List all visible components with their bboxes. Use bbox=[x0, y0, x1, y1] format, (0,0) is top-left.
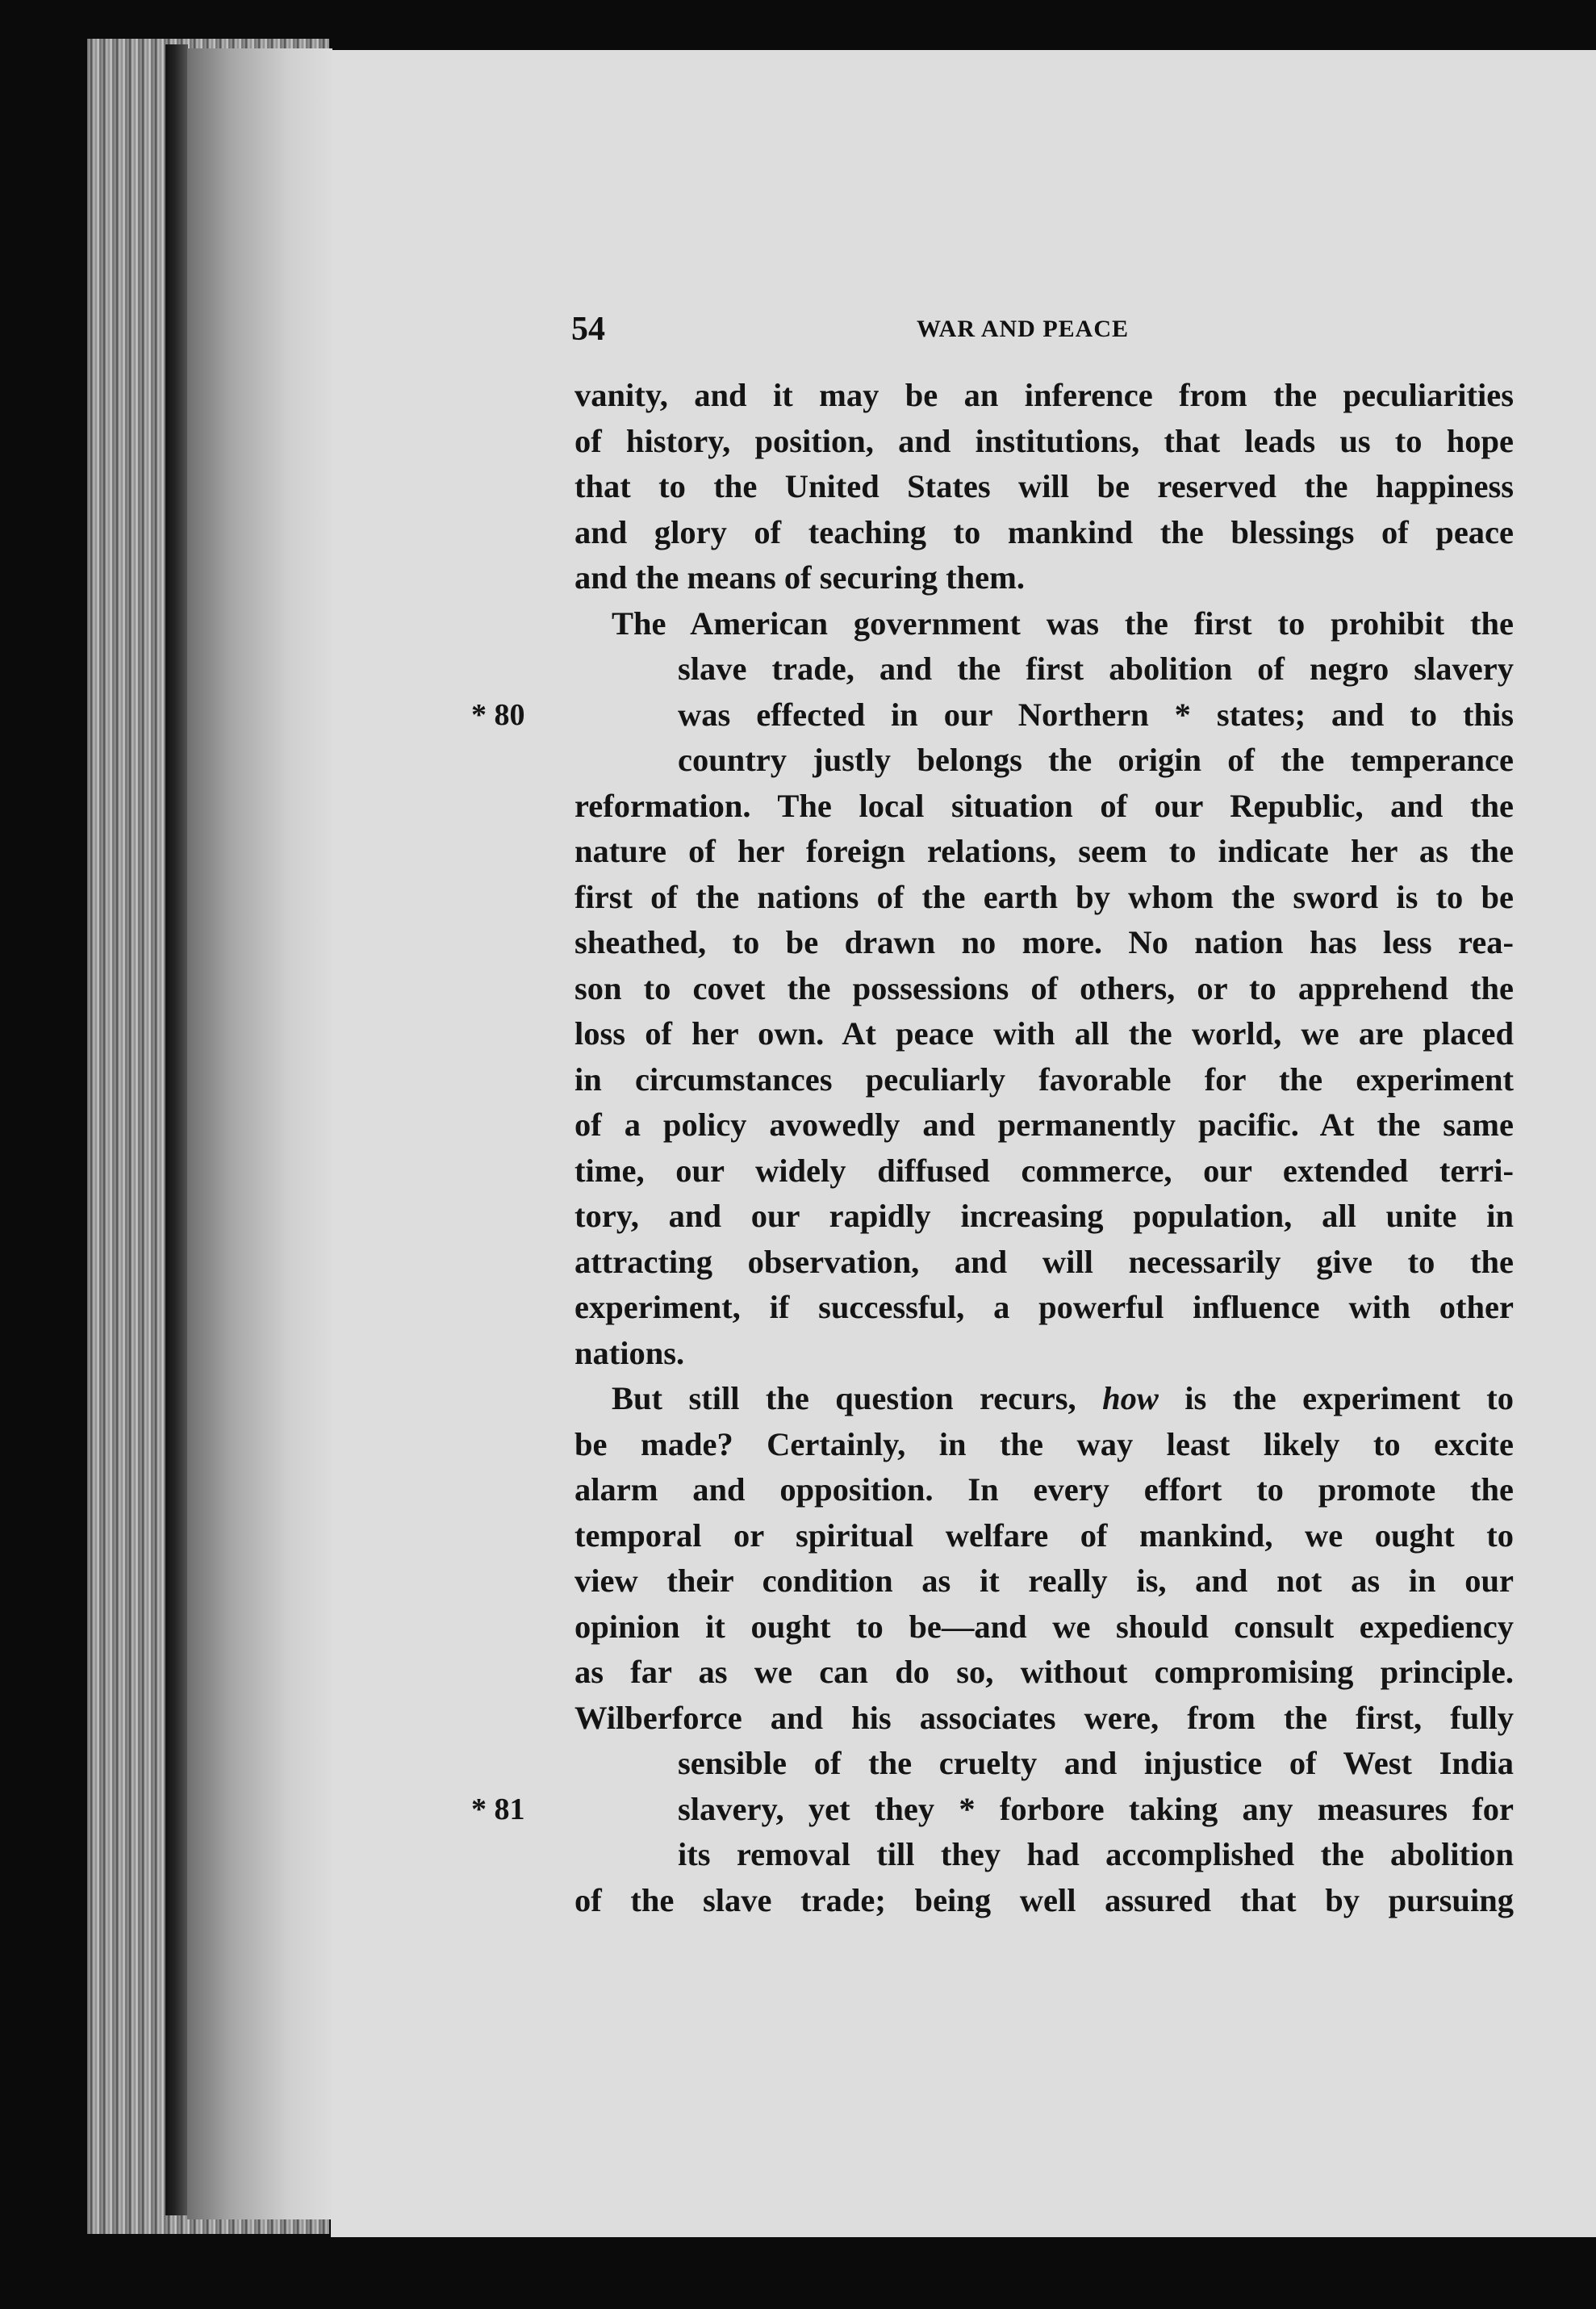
text-line: opinion it ought to be—and we should consult expediency bbox=[574, 1608, 1514, 1645]
text-line: be made? Certainly, in the way least likely to excite bbox=[574, 1425, 1514, 1462]
margin-marker-80: * 80 bbox=[471, 697, 525, 732]
text-line: sheathed, to be drawn no more. No nation has less rea- bbox=[574, 924, 1514, 960]
running-head bbox=[571, 305, 1459, 353]
text-line-with-margin-marker bbox=[471, 1787, 1514, 1833]
gutter-fade bbox=[187, 48, 332, 2219]
text-line: slave trade, and the first abolition of negro slavery bbox=[678, 650, 1514, 687]
text-line: tory, and our rapidly increasing population, all unite in bbox=[574, 1198, 1514, 1234]
text-fragment: is the experiment to bbox=[1184, 1380, 1515, 1416]
text-line: of history, position, and institutions, that leads us to hope bbox=[574, 422, 1514, 459]
text-line: son to covet the possessions of others, or to apprehend the bbox=[574, 969, 1514, 1006]
text-line bbox=[574, 1376, 1514, 1422]
text-line: view their condition as it really is, and not as in our bbox=[574, 1562, 1514, 1599]
text-line: reformation. The local situation of our Republic, and the bbox=[574, 787, 1514, 824]
text-line: Wilberforce and his associates were, from the first, fully bbox=[574, 1699, 1514, 1736]
text-line: time, our widely diffused commerce, our extended terri- bbox=[574, 1152, 1514, 1189]
text-line: its removal till they had accomplished the abolition bbox=[678, 1836, 1514, 1872]
text-line: loss of her own. At peace with all the world, we are placed bbox=[574, 1015, 1514, 1052]
page-number: 54 bbox=[571, 311, 605, 348]
text-line: attracting observation, and will necessarily give to the bbox=[574, 1243, 1514, 1280]
text-line: and the means of securing them. bbox=[574, 559, 1025, 596]
running-title: WAR AND PEACE bbox=[917, 316, 1130, 342]
text-line-content: slavery, yet they * forbore taking any measures for bbox=[678, 1790, 1514, 1827]
text-line-content: was effected in our Northern * states; and to this bbox=[678, 696, 1514, 733]
text-line: and glory of teaching to mankind the blessings of peace bbox=[574, 513, 1514, 550]
italic-word: how bbox=[1102, 1380, 1159, 1416]
text-line: The American government was the first to prohibit the bbox=[612, 604, 1514, 642]
text-line: vanity, and it may be an inference from the peculiarities bbox=[574, 377, 1514, 413]
body-text bbox=[471, 373, 1515, 1923]
text-line: of the slave trade; being well assured that by pursuing bbox=[574, 1881, 1514, 1918]
margin-marker-81: * 81 bbox=[471, 1792, 525, 1826]
text-line: of a policy avowedly and permanently pacific. At the same bbox=[574, 1106, 1514, 1143]
text-line: first of the nations of the earth by whom the sword is to be bbox=[574, 878, 1514, 915]
text-line: sensible of the cruelty and injustice of West India bbox=[678, 1745, 1514, 1781]
text-line: country justly belongs the origin of the temperance bbox=[678, 742, 1514, 778]
text-line: as far as we can do so, without compromising principle. bbox=[574, 1654, 1514, 1690]
text-line-with-margin-marker bbox=[471, 692, 1514, 738]
text-line: experiment, if successful, a powerful influence with other bbox=[574, 1289, 1514, 1325]
text-line: alarm and opposition. In every effort to promote the bbox=[574, 1471, 1514, 1508]
text-line: that to the United States will be reserved the happiness bbox=[574, 468, 1514, 504]
text-line: temporal or spiritual welfare of mankind, we ought to bbox=[574, 1516, 1514, 1554]
text-line: in circumstances peculiarly favorable for the experiment bbox=[574, 1060, 1514, 1098]
text-line: nature of her foreign relations, seem to indicate her as the bbox=[574, 833, 1514, 869]
text-fragment: But still the question recurs, bbox=[612, 1380, 1076, 1416]
text-line: nations. bbox=[574, 1334, 685, 1371]
gutter-shadow bbox=[165, 44, 188, 2215]
